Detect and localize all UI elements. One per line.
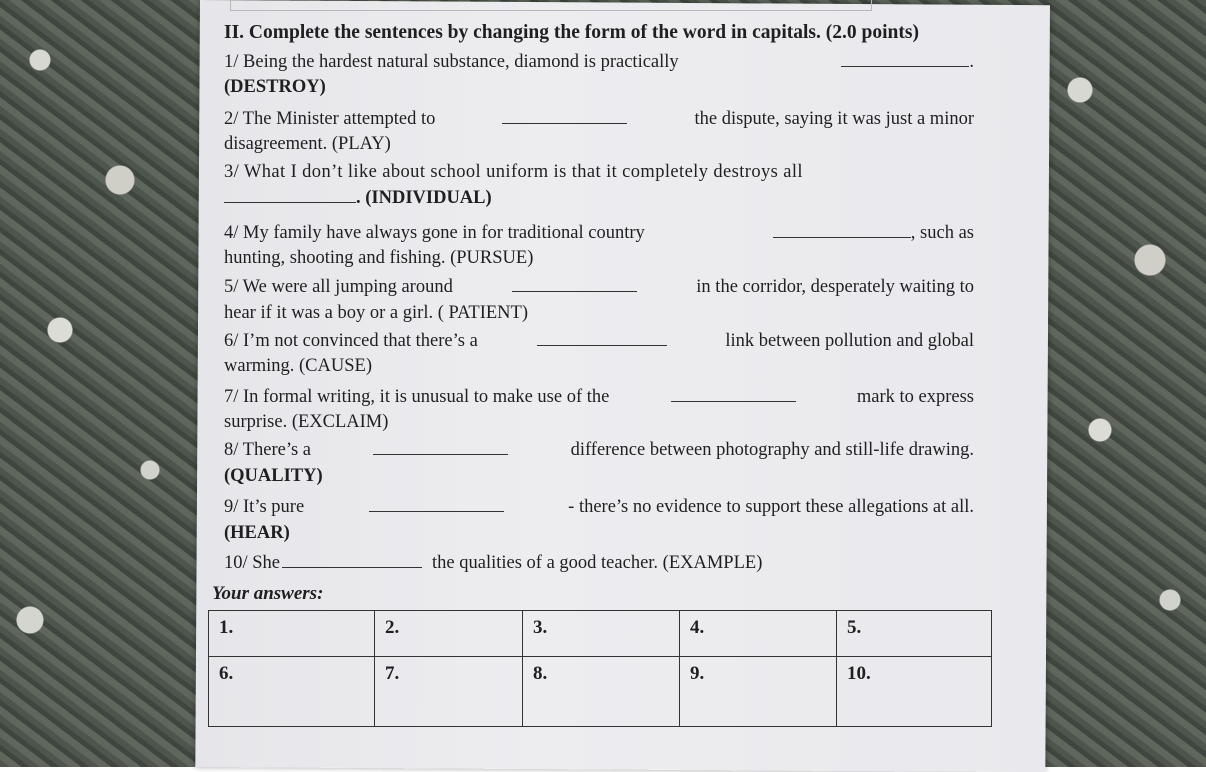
question-6-line-2: warming. (CAUSE) <box>224 356 372 376</box>
answer-cell-10[interactable]: 10. <box>837 657 992 727</box>
question-5-line-2: hear if it was a boy or a girl. ( PATIENT) <box>224 303 528 323</box>
answer-cell-6[interactable]: 6. <box>209 657 375 727</box>
answer-blank-8[interactable] <box>373 453 508 455</box>
answer-blank-1[interactable] <box>841 65 969 67</box>
answer-row-1 <box>209 611 992 657</box>
question-5-line-1: 5/ We were all jumping around in the corridor, desperately waiting to <box>224 277 974 297</box>
question-9-line-2: (HEAR) <box>224 523 290 543</box>
answer-blank-4[interactable] <box>773 236 911 238</box>
question-6-line-1: 6/ I’m not convinced that there’s a link between pollution and global <box>224 331 974 351</box>
question-4-line-2: hunting, shooting and fishing. (PURSUE) <box>224 248 534 268</box>
answer-table <box>208 610 992 727</box>
question-7-line-1: 7/ In formal writing, it is unusual to make use of the mark to express <box>224 387 974 407</box>
answer-cell-7[interactable]: 7. <box>375 657 523 727</box>
answer-blank-9[interactable] <box>369 510 504 512</box>
answer-cell-8[interactable]: 8. <box>523 657 680 727</box>
question-2-line-2: disagreement. (PLAY) <box>224 134 391 154</box>
answer-blank-10[interactable] <box>282 566 422 568</box>
answer-cell-2[interactable]: 2. <box>375 611 523 657</box>
answer-blank-5[interactable] <box>512 290 637 292</box>
answer-cell-4[interactable]: 4. <box>680 611 837 657</box>
question-2-line-1: 2/ The Minister attempted to the dispute, saying it was just a minor <box>224 109 974 129</box>
answer-blank-3[interactable] <box>224 201 356 203</box>
question-8-line-1: 8/ There’s a difference between photography and still-life drawing. <box>224 440 974 460</box>
answer-cell-9[interactable]: 9. <box>680 657 837 727</box>
top-border-fragment <box>230 0 872 11</box>
answer-cell-3[interactable]: 3. <box>523 611 680 657</box>
answer-blank-2[interactable] <box>502 122 627 124</box>
question-3-line-1: 3/ What I don’t like about school uniform is that it completely destroys all <box>224 162 803 182</box>
answer-cell-1[interactable]: 1. <box>209 611 375 657</box>
question-1-line-2: (DESTROY) <box>224 77 326 97</box>
question-1-line-1: 1/ Being the hardest natural substance, diamond is practically . <box>224 52 974 72</box>
answers-label: Your answers: <box>212 583 324 604</box>
answer-blank-6[interactable] <box>537 344 667 346</box>
question-8-line-2: (QUALITY) <box>224 466 323 486</box>
answer-row-2 <box>209 657 992 727</box>
answer-cell-5[interactable]: 5. <box>837 611 992 657</box>
question-9-line-1: 9/ It’s pure - there’s no evidence to support these allegations at all. <box>224 497 974 517</box>
question-10-line-1: 10/ She the qualities of a good teacher. (EXAMPLE) <box>224 553 763 573</box>
section-heading: II. Complete the sentences by changing the form of the word in capitals. (2.0 points) <box>224 22 919 43</box>
question-7-line-2: surprise. (EXCLAIM) <box>224 412 389 432</box>
question-4-line-1: 4/ My family have always gone in for traditional country , such as <box>224 223 974 243</box>
answer-blank-7[interactable] <box>671 400 796 402</box>
question-3-line-2: . (INDIVIDUAL) <box>224 188 492 209</box>
